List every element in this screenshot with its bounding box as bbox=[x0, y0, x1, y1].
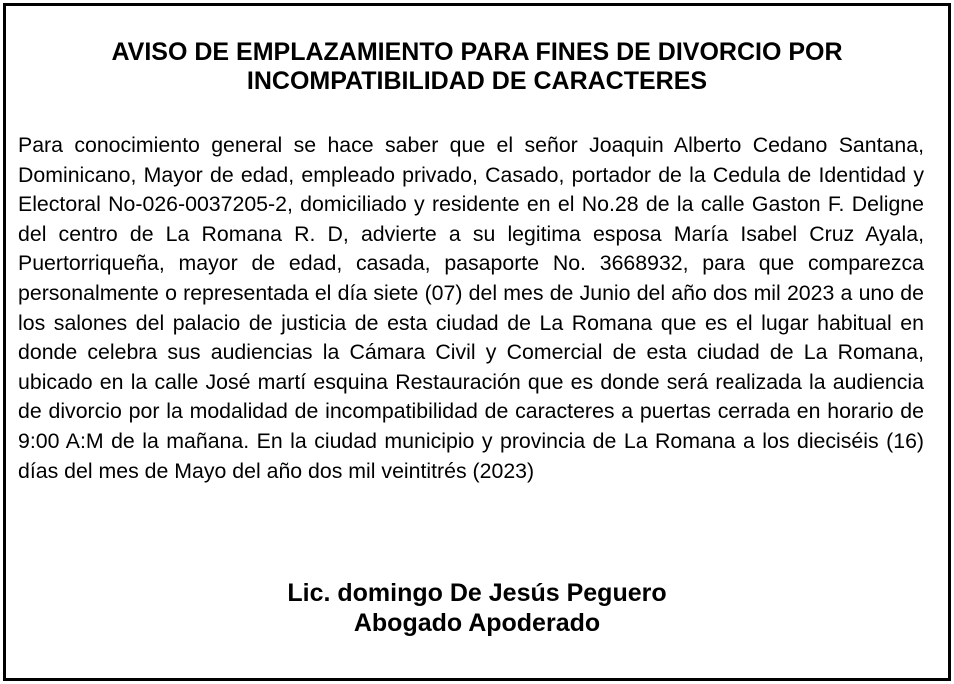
notice-title-line-2: INCOMPATIBILIDAD DE CARACTERES bbox=[246, 67, 708, 95]
notice-body: Para conocimiento general se hace saber que el señor Joaquin Alberto Cedano Santana, Dominicano, Mayor de edad, empleado privado, Casado, portador de la Cedula de Identidad y Electoral No-026-0037205-2, domiciliado y residente en el No.28 de la calle Gaston F. Deligne del centro de La Romana R. D, advierte a su legitima esposa María Isabel Cruz Ayala, Puertorriqueña, mayor de edad, casada, pasaporte No. 3668932, para que comparezca personalmente o representada el día siete (07) del mes de Junio del año dos mil 2023 a uno de los salones del palacio de justicia de esta ciudad de La Romana que es el lugar habitual en donde celebra sus audiencias la Cámara Civil y Comercial de esta ciudad de La Romana, ubicado en la calle José martí esquina Restauración que es donde será realizada la audiencia de divorcio por la modalidad de incompatibilidad de caracteres a puertas cerrada en horario de 9:00 A:M de la mañana. En la ciudad municipio y provincia de La Romana a los dieciséis (16) días del mes de Mayo del año dos mil veintitrés (2023) bbox=[18, 133, 924, 483]
signature-name: Lic. domingo De Jesús Peguero bbox=[287, 579, 667, 607]
signature-block bbox=[0, 578, 954, 638]
notice-title bbox=[0, 38, 954, 96]
signature-role: Abogado Apoderado bbox=[353, 609, 601, 637]
notice-title-line-1: AVISO DE EMPLAZAMIENTO PARA FINES DE DIVORCIO POR bbox=[111, 38, 843, 66]
